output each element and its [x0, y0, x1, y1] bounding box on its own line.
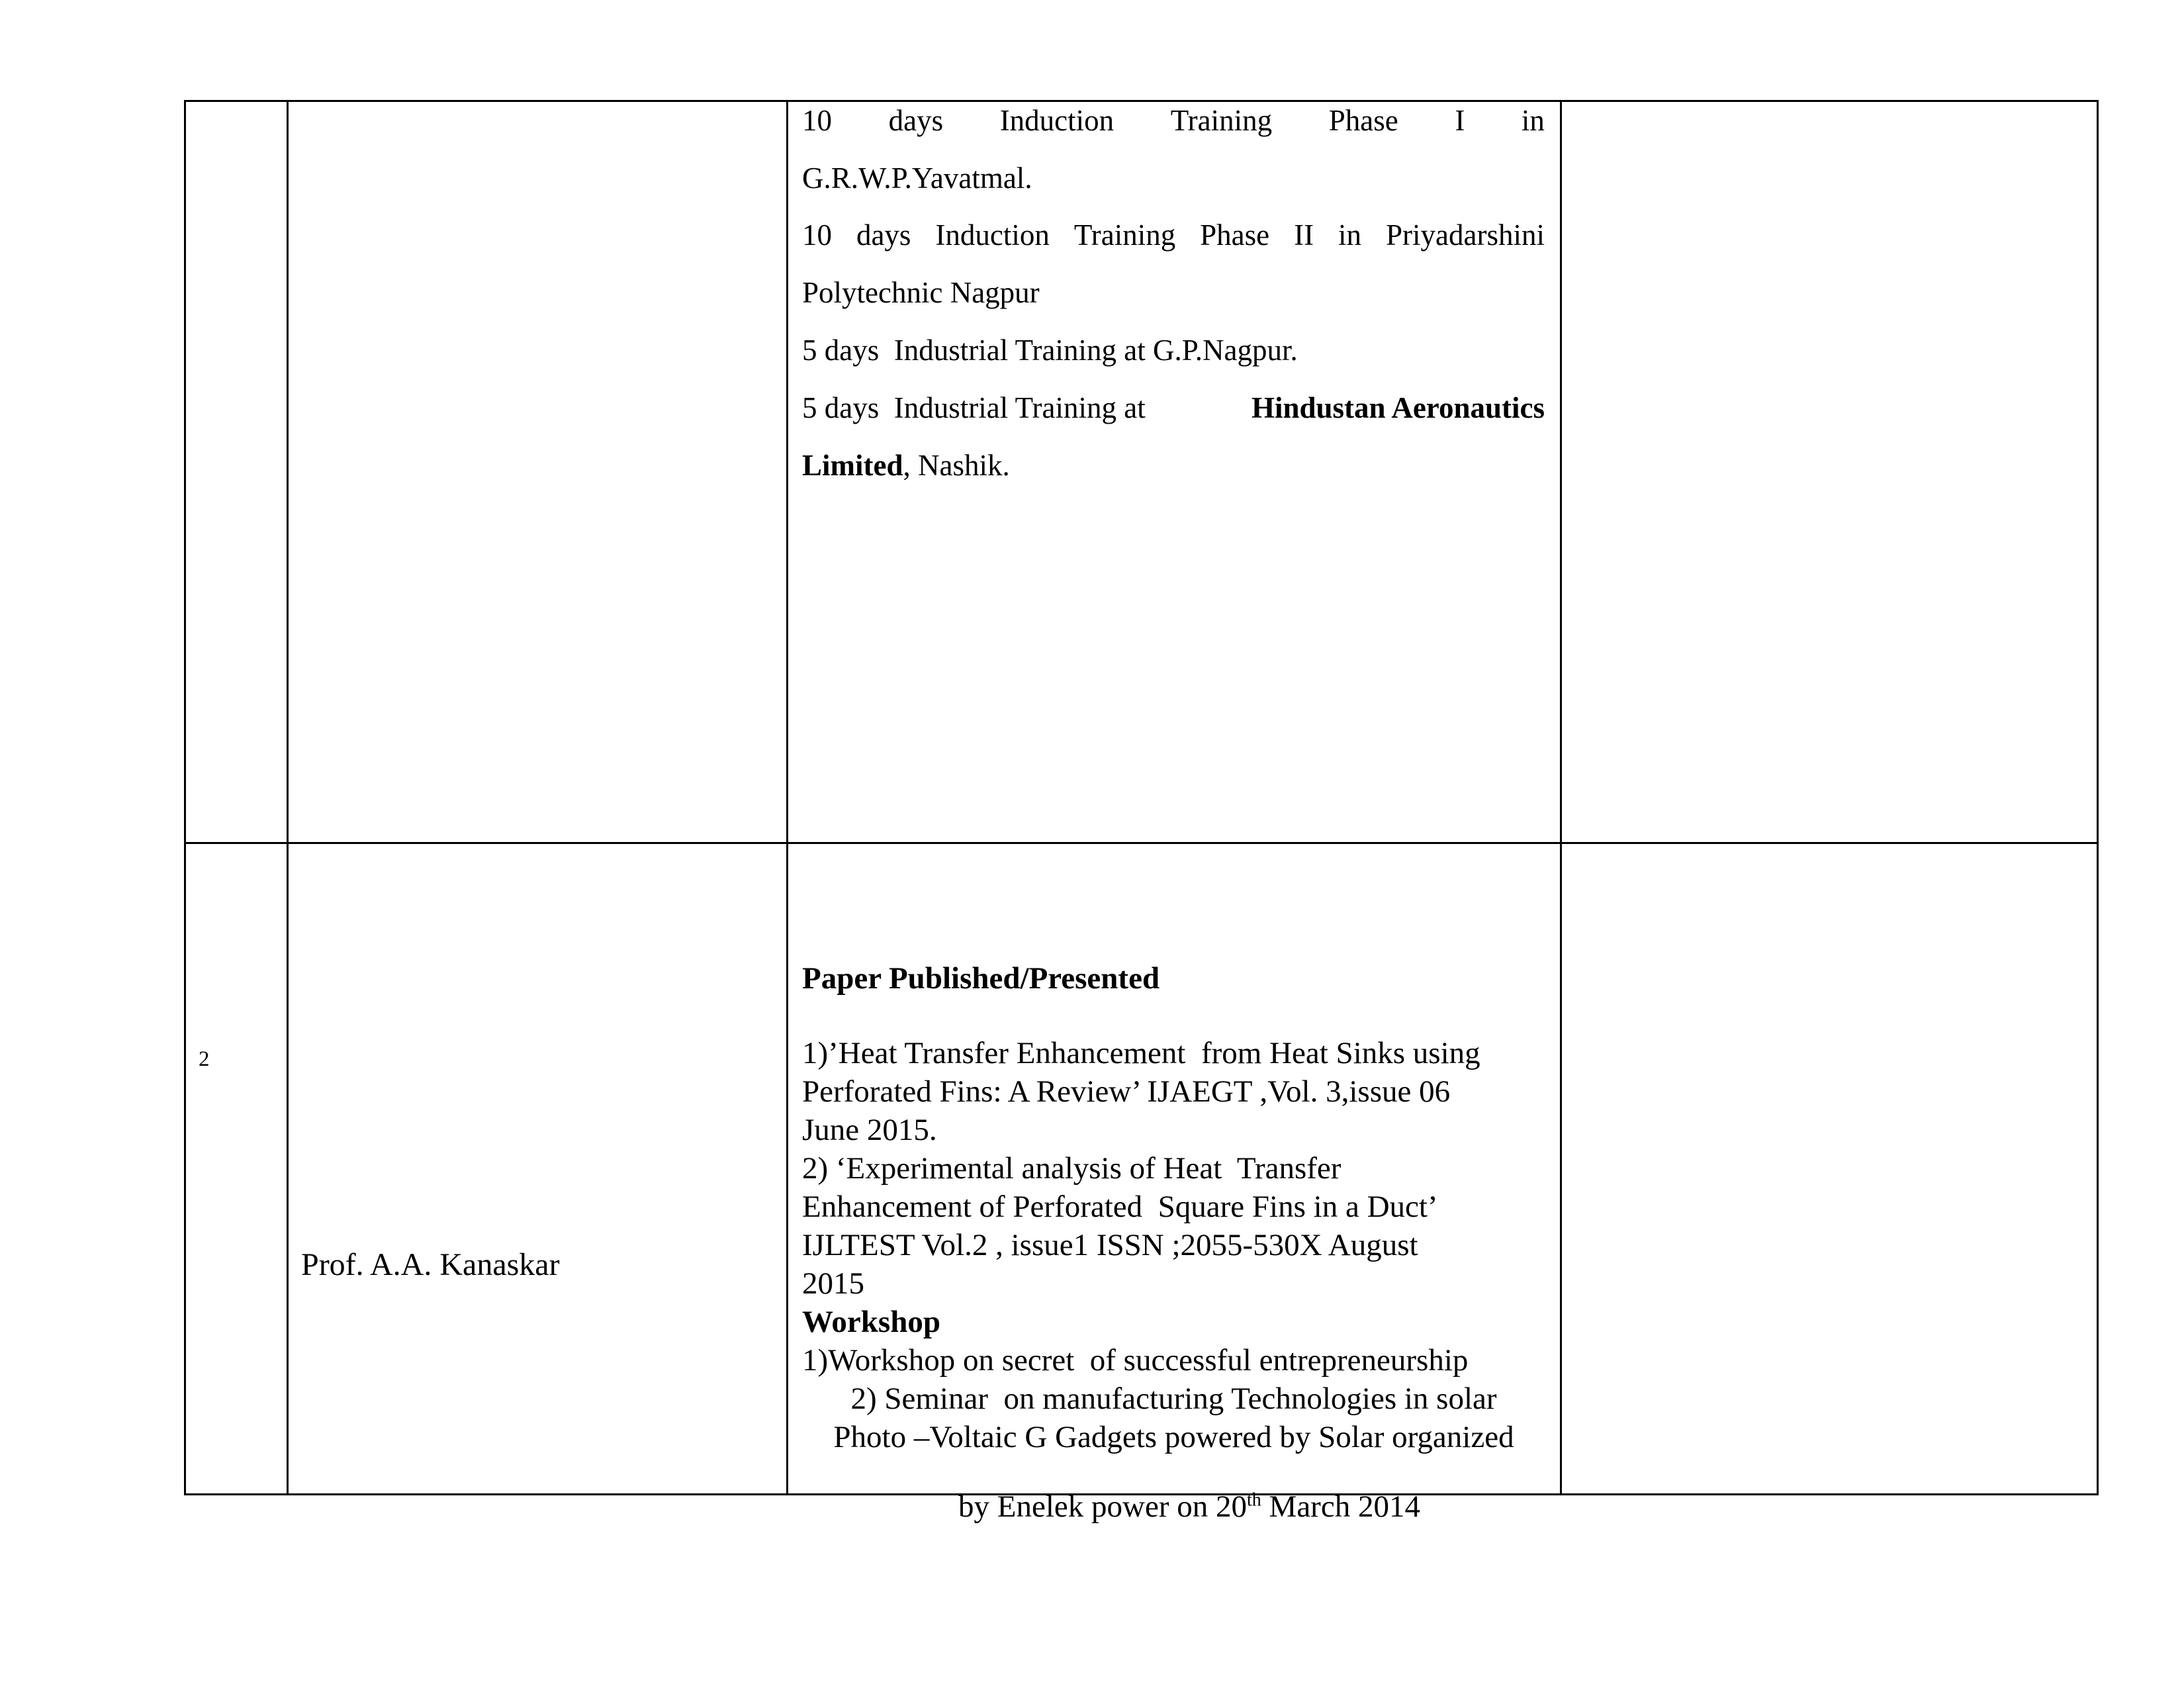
table-border-left	[184, 100, 186, 1495]
row1-training-line5: 5 days Industrial Training at G.P.Nagpur.	[802, 334, 1298, 367]
workshop-line-centered	[788, 1460, 1560, 1554]
workshop-line: 1)Workshop on secret of successful entrepreneurship	[802, 1343, 1469, 1378]
serial-number: 2	[199, 1047, 210, 1071]
workshop-line-centered: 2) Seminar on manufacturing Technologies in solar	[850, 1382, 1497, 1416]
ordinal-suffix: th	[1247, 1489, 1261, 1511]
table-column-divider-3	[1560, 100, 1562, 1495]
paper-line: June 2015.	[802, 1113, 937, 1147]
workshop-line-centered: Photo –Voltaic G Gadgets powered by Solar organized	[833, 1420, 1514, 1454]
word: in	[1338, 218, 1362, 252]
table-border-top	[184, 100, 2099, 102]
word: Training	[1073, 218, 1176, 252]
paper-line: IJLTEST Vol.2 , issue1 ISSN ;2055-530X August	[802, 1228, 1418, 1262]
training-prefix: 5 days Industrial Training at	[802, 391, 1146, 424]
paper-line: Perforated Fins: A Review’ IJAEGT ,Vol. 3,issue 06	[802, 1074, 1451, 1109]
paper-line: 2) ‘Experimental analysis of Heat Transfer	[802, 1151, 1342, 1186]
papers-heading: Paper Published/Presented	[802, 961, 1160, 996]
faculty-name: Prof. A.A. Kanaskar	[301, 1247, 560, 1282]
paper-line: Enhancement of Perforated Square Fins in a Duct’	[802, 1190, 1438, 1224]
word: 10	[802, 104, 832, 137]
word: Priyadarshini	[1386, 218, 1545, 252]
paper-line: 1)’Heat Transfer Enhancement from Heat Sinks using	[802, 1036, 1480, 1070]
table-border-right	[2097, 100, 2099, 1495]
word: Phase	[1328, 104, 1398, 137]
paper-line: 2015	[802, 1266, 864, 1301]
row1-training-line4: Polytechnic Nagpur	[802, 276, 1040, 309]
table-column-divider-1	[287, 100, 289, 1495]
word: I	[1455, 104, 1465, 137]
location: , Nashik.	[903, 449, 1010, 482]
word: II	[1294, 218, 1314, 252]
row1-training-line2: G.R.W.P.Yavatmal.	[802, 162, 1032, 195]
word: in	[1521, 104, 1545, 137]
word: Induction	[935, 218, 1050, 252]
company-name-cont: Limited	[802, 449, 903, 482]
row1-training-line1	[802, 106, 1545, 136]
word: 10	[802, 218, 832, 252]
row1-training-line7	[802, 451, 1010, 481]
date-suffix: March 2014	[1261, 1489, 1420, 1524]
word: Phase	[1200, 218, 1270, 252]
table-column-divider-2	[786, 100, 788, 1495]
company-name: Hindustan Aeronautics	[1251, 391, 1545, 424]
word: Induction	[999, 104, 1115, 137]
row1-training-line3	[802, 220, 1545, 250]
table-row-divider	[184, 842, 2099, 844]
workshop-heading: Workshop	[802, 1305, 940, 1339]
row1-training-line6	[802, 393, 1545, 423]
date-prefix: by Enelek power on 20	[958, 1489, 1247, 1524]
word: days	[856, 218, 911, 252]
word: Training	[1170, 104, 1273, 137]
word: days	[888, 104, 944, 137]
